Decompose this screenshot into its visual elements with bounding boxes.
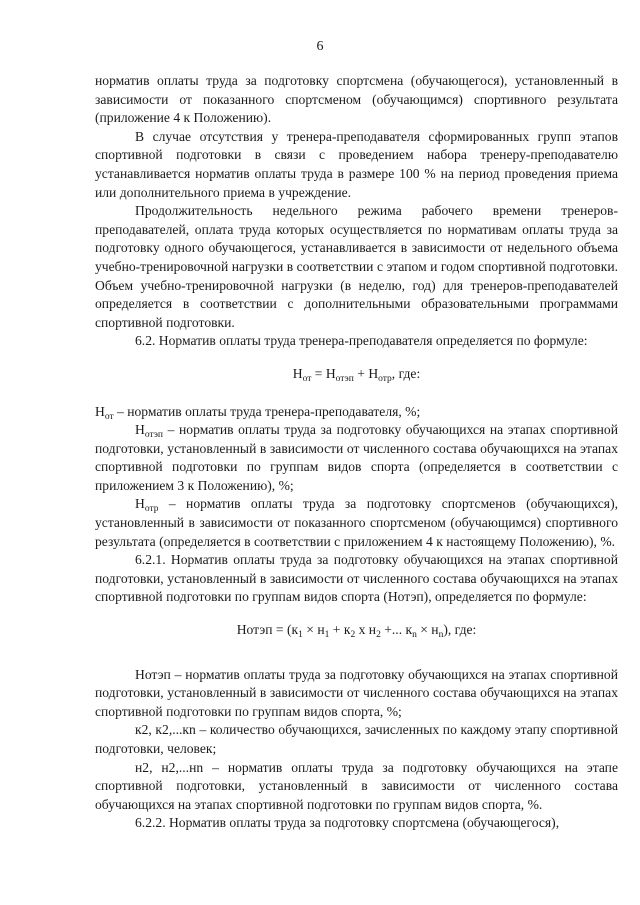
definition-notr: $Н_{отр}$ – норматив оплаты труда за подготовку спортсменов (обучающихся), установленный в зависимости от показанного спортсменом (обучающимся) спортивного результата (определяется в соответствии с приложением 4 к настоящему Положению), %. [95,496,618,549]
definition-k: к2, к2,...кn – количество обучающихся, зачисленных по каждому этапу спортивной подготовки, человек; [95,722,618,756]
page-number: 6 [316,39,324,54]
paragraph-6-2-2: 6.2.2. Норматив оплаты труда за подготовку спортсмена (обучающегося), [135,815,560,831]
definition-notep-2: Нотэп – норматив оплаты труда за подготовку обучающихся на этапах спортивной подготовки, установленный в зависимости от численного состава обучающихся на этапах спортивной подготовки по группам видов спорта, %; [95,666,618,719]
paragraph-6-2-1: 6.2.1. Норматив оплаты труда за подготовку обучающихся на этапах спортивной подготовки, установленный в зависимости от численного состава обучающихся на этапах спортивной подготовки по группам видов спорта (Нотэп), определяется по формуле: [95,552,618,605]
paragraph-6-2: 6.2. Норматив оплаты труда тренера-преподавателя определяется по формуле: [135,333,588,349]
paragraph-continuation: норматив оплаты труда за подготовку спортсмена (обучающегося), установленный в зависимости от показанного спортсменом (обучающимся) спортивного результата (приложение 4 к Положению). [95,73,618,126]
paragraph-work-hours: Продолжительность недельного режима рабочего времени тренеров-преподавателей, оплата труда которых осуществляется по нормативам оплаты труда за подготовку одного обучающегося, устанавливается в зависимости от недельного объема учебно-тренировочной нагрузки в соответствии с этапом и годом спортивной подготовки. Объем учебно-тренировочной нагрузки (в неделю, год) для тренеров-преподавателей определяется в соответствии с дополнительными образовательными программами спортивной подготовки. [95,203,618,330]
formula-stage-norm: Нотэп = ($к_1 \times н_1 + к_2$ х $н_2$ +... $к_n \times н_n$), где: [236,622,477,641]
formula-total-norm: $Н_{от} = Н_{отэп} + Н_{отр}$, где: [292,365,421,384]
document-body [95,72,618,833]
paragraph-no-groups: В случае отсутствия у тренера-преподавателя сформированных групп этапов спортивной подготовки в связи с проведением набора тренеру-преподавателю устанавливается норматив оплаты труда в размере 100 % на период проведения приема или дополнительного приема в учреждение. [95,128,618,200]
definition-notep: $Н_{отэп}$ – норматив оплаты труда за подготовку обучающихся на этапах спортивной подготовки, установленный в зависимости от численного состава обучающихся на этапах спортивной подготовки по группам видов спорта (определяется в соответствии с приложением 3 к Положению), %; [95,422,618,493]
definition-not: $Н_{от}$ – норматив оплаты труда тренера-преподавателя, %; [95,403,421,422]
definition-n: н2, н2,...нn – норматив оплаты труда за подготовку обучающихся на этапе спортивной подготовки, установленный в зависимости от численного состава обучающихся на этапах спортивной подготовки по группам видов спорта, %. [95,759,618,812]
